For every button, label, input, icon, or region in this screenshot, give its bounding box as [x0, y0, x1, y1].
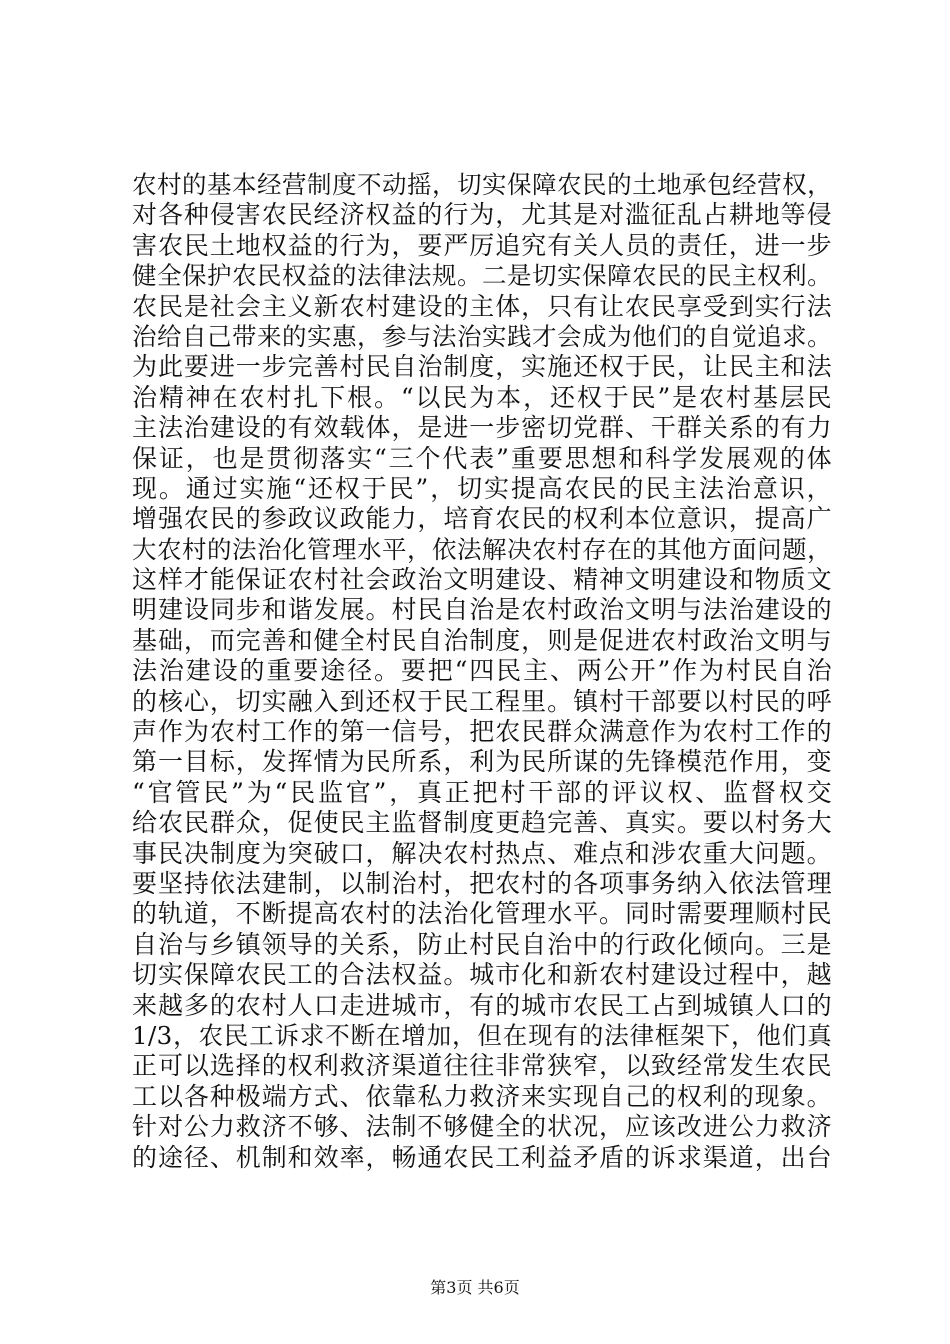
- text-line: 明建设同步和谐发展。村民自治是农村政治文明与法治建设的: [132, 595, 832, 625]
- text-line: 大农村的法治化管理水平，依法解决农村存在的其他方面问题，: [132, 534, 832, 564]
- text-line: 事民决制度为突破口，解决农村热点、难点和涉农重大问题。: [132, 838, 832, 868]
- text-line: 增强农民的参政议政能力，培育农民的权利本位意识，提高广: [132, 504, 832, 534]
- text-line: 保证，也是贯彻落实“三个代表”重要思想和科学发展观的体: [132, 443, 832, 473]
- text-line: 主法治建设的有效载体，是进一步密切党群、干群关系的有力: [132, 413, 832, 443]
- text-line: 健全保护农民权益的法律法规。二是切实保障农民的民主权利。: [132, 261, 832, 291]
- text-line: 为此要进一步完善村民自治制度，实施还权于民，让民主和法: [132, 352, 832, 382]
- text-line: 的核心，切实融入到还权于民工程里。镇村干部要以村民的呼: [132, 686, 832, 716]
- text-line: 第一目标，发挥情为民所系，利为民所谋的先锋模范作用，变: [132, 747, 832, 777]
- text-line: 的轨道，不断提高农村的法治化管理水平。同时需要理顺村民: [132, 899, 832, 929]
- text-line: 害农民土地权益的行为，要严厉追究有关人员的责任，进一步: [132, 230, 832, 260]
- text-line: 对各种侵害农民经济权益的行为，尤其是对滥征乱占耕地等侵: [132, 200, 832, 230]
- text-line: 切实保障农民工的合法权益。城市化和新农村建设过程中，越: [132, 960, 832, 990]
- text-line: 农村的基本经营制度不动摇，切实保障农民的土地承包经营权，: [132, 170, 832, 199]
- text-line: 工以各种极端方式、依靠私力救济来实现自己的权利的现象。: [132, 1081, 832, 1111]
- text-line: 治精神在农村扎下根。“以民为本，还权于民”是农村基层民: [132, 382, 832, 412]
- text-line: 要坚持依法建制，以制治村，把农村的各项事务纳入依法管理: [132, 868, 832, 898]
- text-line: 1/3，农民工诉求不断在增加，但在现有的法律框架下，他们真: [132, 1020, 832, 1050]
- text-line: 基础，而完善和健全村民自治制度，则是促进农村政治文明与: [132, 625, 832, 655]
- text-line: “官管民”为“民监官”，真正把村干部的评议权、监督权交: [132, 777, 832, 807]
- text-line: 来越多的农村人口走进城市，有的城市农民工占到城镇人口的: [132, 990, 832, 1020]
- body-text: [132, 170, 832, 1173]
- text-line: 治给自己带来的实惠，参与法治实践才会成为他们的自觉追求。: [132, 321, 832, 351]
- text-line: 声作为农村工作的第一信号，把农民群众满意作为农村工作的: [132, 717, 832, 747]
- text-line: 的途径、机制和效率，畅通农民工利益矛盾的诉求渠道，出台: [132, 1142, 832, 1172]
- page-footer: 第3页 共6页: [430, 1278, 520, 1297]
- text-line: 农民是社会主义新农村建设的主体，只有让农民享受到实行法: [132, 291, 832, 321]
- text-line: 现。通过实施“还权于民”，切实提高农民的民主法治意识，: [132, 473, 832, 503]
- text-line: 给农民群众，促使民主监督制度更趋完善、真实。要以村务大: [132, 808, 832, 838]
- text-line: 正可以选择的权利救济渠道往往非常狭窄，以致经常发生农民: [132, 1051, 832, 1081]
- text-line: 针对公力救济不够、法制不够健全的状况，应该改进公力救济: [132, 1112, 832, 1142]
- text-line: 自治与乡镇领导的关系，防止村民自治中的行政化倾向。三是: [132, 929, 832, 959]
- text-line: 这样才能保证农村社会政治文明建设、精神文明建设和物质文: [132, 565, 832, 595]
- text-line: 法治建设的重要途径。要把“四民主、两公开”作为村民自治: [132, 656, 832, 686]
